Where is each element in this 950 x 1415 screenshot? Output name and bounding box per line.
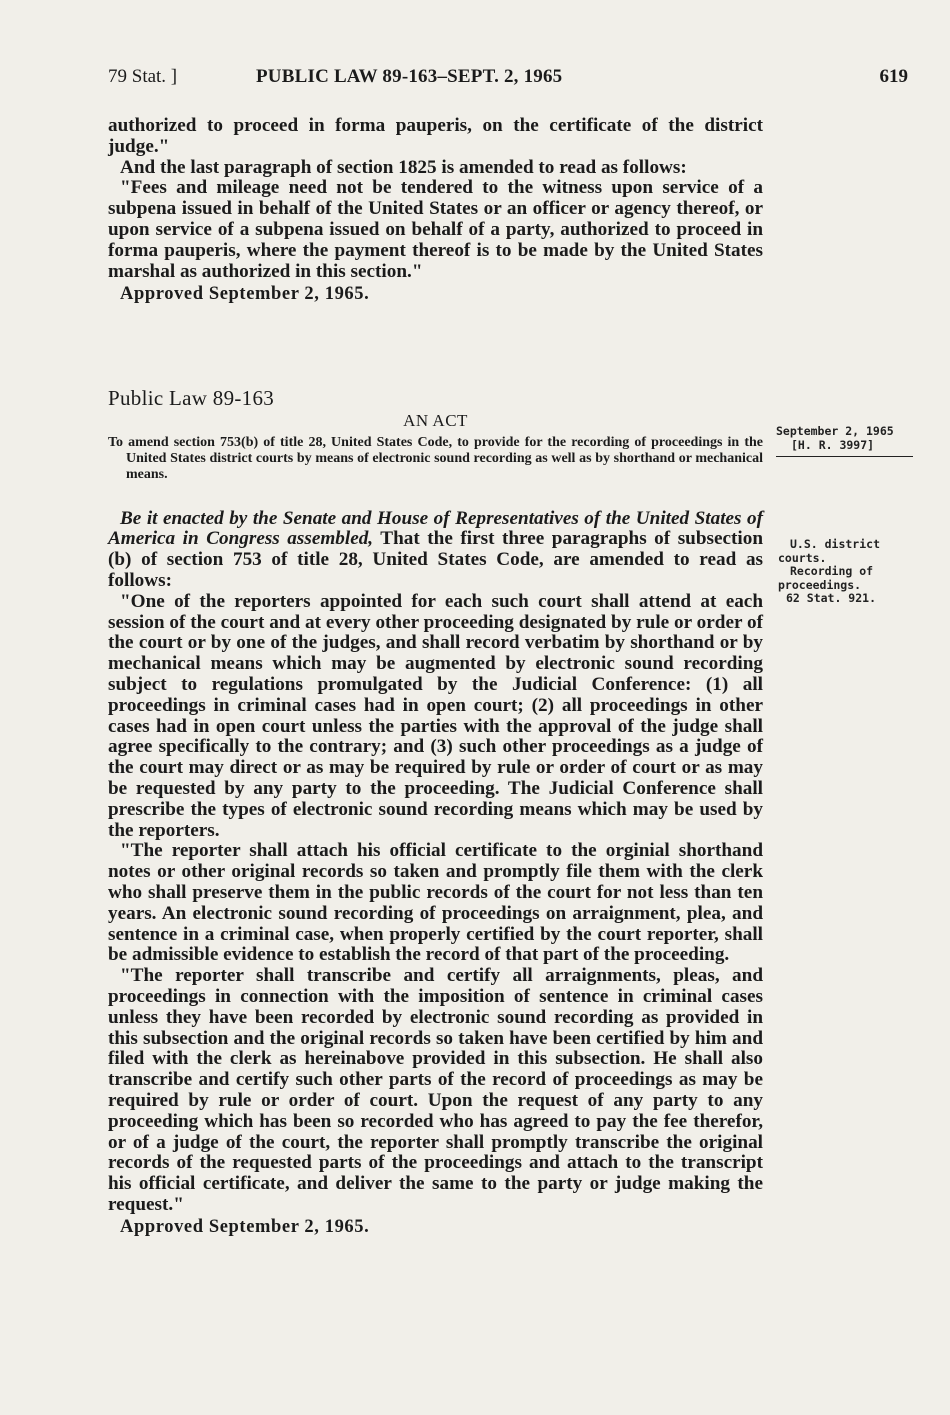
- margin-note-5: 62 Stat. 921.: [786, 591, 877, 605]
- margin-note-4: proceedings.: [778, 577, 862, 592]
- an-act-heading: AN ACT: [403, 410, 468, 430]
- act-summary: To amend section 753(b) of title 28, United States Code, to provide for the recording of proceedings in the United States district courts by means of electronic sound recording as well as by shorthand or mechanical means.: [108, 434, 763, 482]
- top-para-3: "Fees and mileage need not be tendered to the witness upon service of a subpena issued in behalf of the United States or an officer or agency thereof, or upon service of a subpena issued on behalf of a party, authorized to proceed in forma pauperis, where the payment thereof is to be made by the United States marshal as authorized in this section.": [108, 177, 763, 282]
- approved-line-1: Approved September 2, 1965.: [120, 284, 370, 305]
- enacting-rest: That the first three paragraphs of subsection (b) of section 753 of title 28, United States Code, are amended to read as follows:: [108, 528, 763, 591]
- margin-notes-block: [778, 538, 908, 606]
- margin-date-block: [776, 424, 914, 452]
- law-para-1: "One of the reporters appointed for each such court shall attend at each session of the court and at every other proceeding designated by rule or order of the court or by one of the judges, and shall record verbatim by shorthand or by mechanical means which may be augmented by electronic sound recording subject to regulations promulgated by the Judicial Conference: (1) all proceedings in criminal cases had in open court; (2) all proceedings in other cases had in open court unless the parties with the approval of the judge shall agree specifically to the contrary; and (3) such other proceedings as a judge of the court may direct or as may be required by rule or order of court or as may be requested by any party to the proceeding. The Judicial Conference shall prescribe the types of electronic sound recording means which may be used by the reporters.: [108, 590, 763, 841]
- law-para-2: "The reporter shall attach his official certificate to the orginial shorthand notes or other original records so taken and promptly file them with the clerk who shall preserve them in the public records of the court for not less than ten years. An electronic sound recording of proceedings on arraignment, plea, and sentence in a criminal case, when properly certified by the court reporter, shall be admissible evidence to establish the record of that part of the proceeding.: [108, 840, 763, 966]
- margin-bill: [H. R. 3997]: [791, 438, 875, 452]
- stat-volume: 79 Stat. ]: [108, 66, 178, 87]
- top-para-2: And the last paragraph of section 1825 is amended to read as follows:: [120, 156, 687, 178]
- page-number: 619: [879, 66, 908, 87]
- top-para-1: authorized to proceed in forma pauperis, on the certificate of the district judge.": [108, 115, 763, 157]
- law-title: Public Law 89-163: [108, 386, 275, 410]
- margin-note-1: U.S. district: [790, 537, 881, 551]
- law-para-3: "The reporter shall transcribe and certify all arraignments, pleas, and proceedings in connection with the imposition of sentence in criminal cases unless they have been recorded by electronic sound recording as provided in this subsection and the original records so taken have been certified by him and filed with the clerk as hereinabove provided in this subsection. He shall also transcribe and certify such other parts of the record of proceedings as may be required by rule or order of court. Upon the request of any party to any proceeding which has been so recorded who has agreed to pay the fee therefor, or of a judge of the court, the reporter shall promptly transcribe the original records of the requested parts of the proceedings and attach to the transcript his official certificate, and deliver the same to the party or judge making the request.": [108, 965, 763, 1215]
- margin-rule: [776, 456, 913, 457]
- top-section: [108, 116, 763, 305]
- law-section: [108, 388, 763, 1237]
- margin-note-3: Recording of: [790, 564, 874, 578]
- enacting-italic: Be it enacted by the Senate and House of Representatives of the United States of America in Congress assembled,: [108, 507, 763, 550]
- margin-note-2: courts.: [778, 550, 827, 565]
- approved-line-2: Approved September 2, 1965.: [120, 1216, 370, 1237]
- running-title: PUBLIC LAW 89-163–SEPT. 2, 1965: [256, 66, 563, 87]
- margin-date: September 2, 1965: [776, 424, 894, 438]
- page-header: [108, 66, 908, 92]
- enacting-clause: [108, 509, 763, 592]
